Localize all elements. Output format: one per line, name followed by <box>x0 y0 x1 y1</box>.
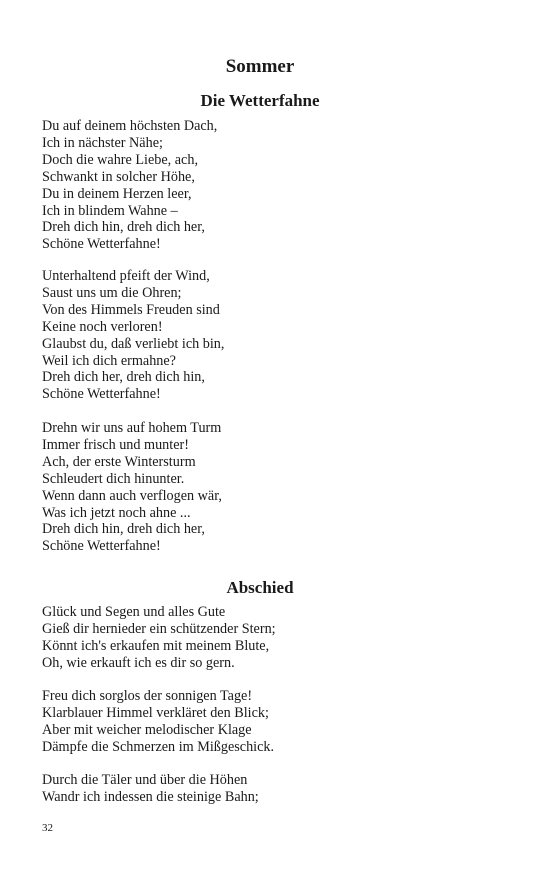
poem-line: Ich in nächster Nähe; <box>42 134 163 151</box>
poem-line: Glaubst du, daß verliebt ich bin, <box>42 335 225 352</box>
poem-line: Wandr ich indessen die steinige Bahn; <box>42 788 259 805</box>
stanza <box>42 420 512 555</box>
poem-line: Immer frisch und munter! <box>42 436 189 453</box>
poem-line: Durch die Täler und über die Höhen <box>42 772 248 788</box>
poem-line: Schleudert dich hinunter. <box>42 470 185 487</box>
poem-line: Unterhaltend pfeift der Wind, <box>42 268 210 284</box>
poem-line: Drehn wir uns auf hohem Turm <box>42 420 222 436</box>
poem-line: Glück und Segen und alles Gute <box>42 604 226 620</box>
poem-title: Die Wetterfahne <box>200 91 320 110</box>
section-title: Sommer <box>225 56 295 77</box>
poem-line: Was ich jetzt noch ahne ... <box>42 504 191 521</box>
stanza <box>42 688 512 756</box>
poem-line: Schwankt in solcher Höhe, <box>42 168 195 185</box>
stanza <box>42 118 512 253</box>
poem-line: Klarblauer Himmel verkläret den Blick; <box>42 704 269 721</box>
poem-line: Weil ich dich ermahne? <box>42 352 176 369</box>
poem-line: Dreh dich hin, dreh dich her, <box>42 219 205 236</box>
poem-line: Saust uns um die Ohren; <box>42 284 182 301</box>
stanza <box>42 604 512 672</box>
poem-line: Schöne Wetterfahne! <box>42 538 161 555</box>
poem-line: Dreh dich hin, dreh dich her, <box>42 521 205 538</box>
poem-line: Doch die wahre Liebe, ach, <box>42 151 198 168</box>
poem-line: Dämpfe die Schmerzen im Mißgeschick. <box>42 738 275 755</box>
poem-line: Schöne Wetterfahne! <box>42 236 161 253</box>
poem-line: Aber mit weicher melodischer Klage <box>42 721 252 738</box>
poem-line: Könnt ich's erkaufen mit meinem Blute, <box>42 637 270 654</box>
poem-line: Ich in blindem Wahne – <box>42 202 178 219</box>
poem-line: Schöne Wetterfahne! <box>42 386 161 403</box>
poem-title: Abschied <box>226 578 294 597</box>
poem-line: Ach, der erste Wintersturm <box>42 453 196 470</box>
stanza <box>42 268 512 403</box>
poem-line: Keine noch verloren! <box>42 318 163 335</box>
poem-line: Oh, wie erkauft ich es dir so gern. <box>42 654 235 671</box>
poem-line: Wenn dann auch verflogen wär, <box>42 487 222 504</box>
poem-line: Freu dich sorglos der sonnigen Tage! <box>42 688 253 704</box>
poem-line: Gieß dir hernieder ein schützender Stern; <box>42 620 276 637</box>
stanza <box>42 772 512 806</box>
poem-line: Von des Himmels Freuden sind <box>42 301 220 318</box>
poem-line: Dreh dich her, dreh dich hin, <box>42 369 205 386</box>
poem-line: Du auf deinem höchsten Dach, <box>42 118 218 134</box>
poem-line: Du in deinem Herzen leer, <box>42 185 192 202</box>
page-number: 32 <box>42 822 53 834</box>
